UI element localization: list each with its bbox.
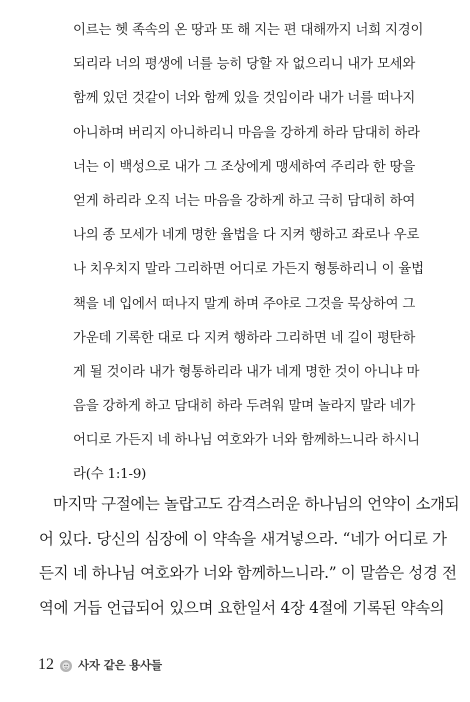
quote-line: 너는 이 백성으로 내가 그 조상에게 맹세하여 주리라 한 땅을 bbox=[73, 159, 416, 175]
book-title: 사자 같은 용사들 bbox=[78, 658, 162, 672]
quote-line: 함께 있던 것같이 너와 함께 있을 것임이라 내가 너를 떠나지 bbox=[73, 91, 416, 107]
lion-emblem-icon bbox=[59, 658, 73, 672]
page-footer bbox=[38, 654, 162, 676]
quote-line: 어디로 가든지 네 하나님 여호와가 너와 함께하느니라 하시니 bbox=[73, 433, 420, 449]
quote-line: 책을 네 입에서 떠나지 말게 하며 주야로 그것을 묵상하여 그 bbox=[73, 296, 416, 312]
page-number: 12 bbox=[38, 656, 54, 673]
quote-line: 게 될 것이라 내가 형통하리라 내가 네게 명한 것이 아니냐 마 bbox=[73, 364, 420, 380]
quote-line: 나의 종 모세가 네게 명한 율법을 다 지켜 행하고 좌로나 우로 bbox=[73, 228, 420, 244]
quote-line-reference: 라(수 1:1-9) bbox=[73, 467, 147, 483]
quote-line: 나 치우치지 말라 그리하면 어디로 가든지 형통하리니 이 율법 bbox=[73, 262, 424, 278]
paragraph-line: 어 있다. 당신의 심장에 이 약속을 새겨넣으라. “네가 어디로 가 bbox=[39, 529, 447, 548]
quote-line: 되리라 너의 평생에 너를 능히 당할 자 없으리니 내가 모세와 bbox=[73, 57, 416, 73]
quote-line: 얻게 하리라 오직 너는 마음을 강하게 하고 극히 담대히 하여 bbox=[73, 193, 416, 209]
scripture-quote bbox=[73, 14, 424, 493]
paragraph-line: 마지막 구절에는 놀랍고도 감격스러운 하나님의 언약이 소개되 bbox=[53, 495, 460, 513]
paragraph-line: 든지 네 하나님 여호와가 너와 함께하느니라.” 이 말씀은 성경 전 bbox=[39, 564, 457, 582]
quote-line: 가운데 기록한 대로 다 지켜 행하라 그리하면 네 길이 평탄하 bbox=[73, 330, 416, 346]
quote-line: 아니하며 버리지 아니하리니 마음을 강하게 하라 담대히 하라 bbox=[73, 125, 420, 141]
quote-line: 이르는 헷 족속의 온 땅과 또 해 지는 편 대해까지 너희 지경이 bbox=[73, 23, 424, 38]
body-paragraph bbox=[39, 487, 460, 625]
quote-line: 음을 강하게 하고 담대히 하라 두려워 말며 놀라지 말라 네가 bbox=[73, 399, 416, 415]
paragraph-line: 역에 거듭 언급되어 있으며 요한일서 4장 4절에 기록된 약속의 bbox=[39, 598, 445, 617]
